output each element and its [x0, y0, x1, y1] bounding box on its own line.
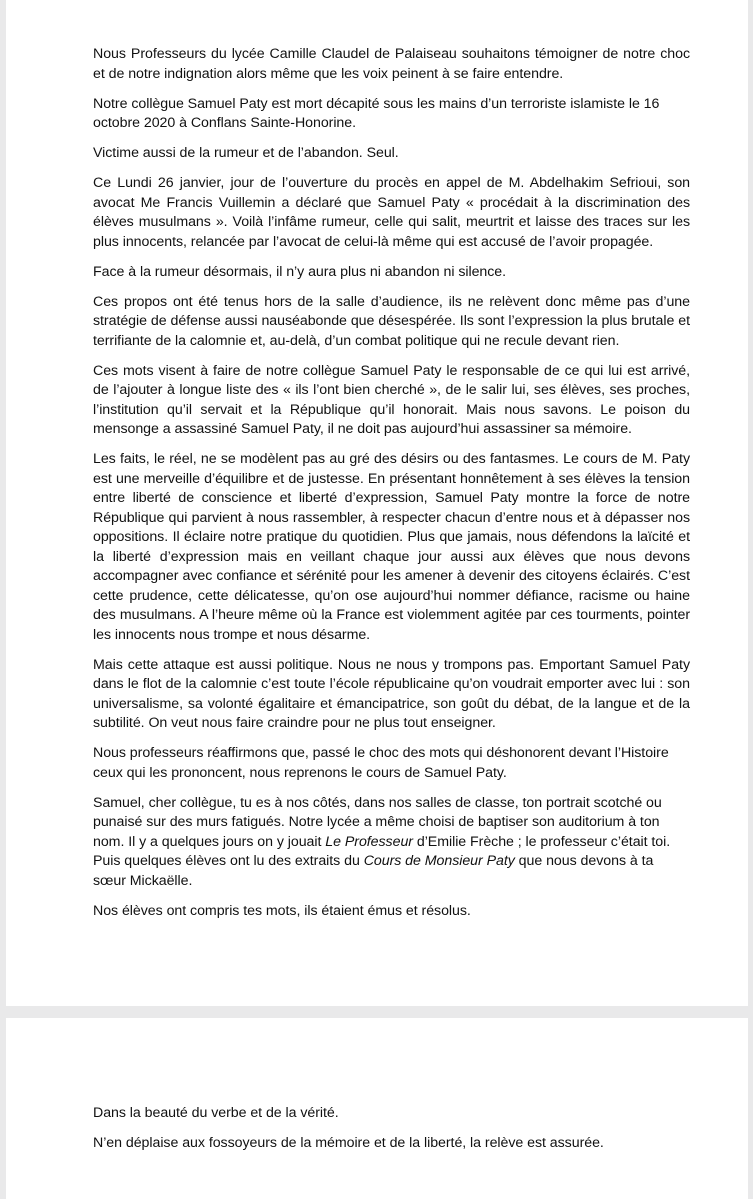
paragraph-beauty: Dans la beauté du verbe et de la vérité. [93, 1105, 339, 1121]
paragraph-trial: Ce Lundi 26 janvier, jour de l’ouverture du procès en appel de M. Abdelhakim Sefrioui, son avocat Me Francis Vuillemin a déclaré que Samuel Paty « procédait à la discrimination des élèves musulmans ». Voilà l’infâme rumeur, celle qui salit, meurtrit et laisse des traces sur les plus innocents, relancée par l’avocat de celui-là même qui est accusé de l’avoir propagée. [93, 175, 690, 250]
paragraph-responsibility: Ces mots visent à faire de notre collègue Samuel Paty le responsable de ce qui lui est arrivé, de l’ajouter à longue liste des « ils l’ont bien cherché », de le salir lui, ses élèves, ses proches, l’institution qu’il servait et la République qu’il honorait. Mais nous savons. Le poison du mensonge a assassiné Samuel Paty, il ne doit pas aujourd’hui assassiner sa mémoire. [93, 362, 690, 437]
paragraph-political: Mais cette attaque est aussi politique. Nous ne nous y trompons pas. Emportant Samuel Paty dans le flot de la calomnie c’est toute l’école républicaine qu’on voudrait emporter avec lui : son universalisme, sa volonté égalitaire et émancipatrice, son goût du débat, de la langue et de la subtilité. On veut nous faire craindre pour ne plus tout enseigner. [93, 656, 690, 731]
paragraph-closing: Nos élèves ont compris tes mots, ils étaient émus et résolus. [93, 902, 471, 919]
paragraph-death: Notre collègue Samuel Paty est mort décapité sous les mains d’un terroriste islamiste le 16 octobre 2020 à Conflans Sainte-Honorine. [93, 95, 660, 131]
paragraph-reaffirm: Nous professeurs réaffirmons que, passé le choc des mots qui déshonorent devant l’Histoire ceux qui les prononcent, nous reprenons le cours de Samuel Paty. [93, 745, 669, 781]
document-page-2 [6, 1018, 748, 1199]
paragraph-conclusion: N’en déplaise aux fossoyeurs de la mémoire et de la liberté, la relève est assurée. [93, 1135, 604, 1151]
paragraph-statements: Ces propos ont été tenus hors de la salle d’audience, ils ne relèvent donc même pas d’une stratégie de défense aussi nauséabonde que désespérée. Ils sont l’expression la plus brutale et terrifiante de la calomnie et, au-delà, d’un combat politique qui ne recule devant rien. [93, 293, 690, 349]
tribute-text-1: Samuel, cher collègue, tu es à nos côtés, dans nos salles de classe, ton portrait scotché ou punaisé sur des murs fatigués. Notre lycée a même choisi de baptiser son auditorium à ton nom. Il y a quelques jours on y jouait [93, 794, 662, 850]
paragraph-intro: Nous Professeurs du lycée Camille Claudel de Palaiseau souhaitons témoigner de notre choc et de notre indignation alors même que les voix peinent à se faire entendre. [93, 46, 690, 82]
paragraph-facts: Les faits, le réel, ne se modèlent pas au gré des désirs ou des fantasmes. Le cours de M. Paty est une merveille d’équilibre et de justesse. En présentant honnêtement à ses élèves la tension entre liberté de conscience et liberté d’expression, Samuel Paty montre la force de notre République qui parvient à nous rassembler, à respecter chacun d’entre nous et à dépasser nos oppositions. Il éclaire notre pratique du quotidien. Plus que jamais, nous défendons la laïcité et la liberté d’expression mais en veillant chaque jour aussi aux élèves que nous devons accompagner avec confiance et sérénité pour les amener à devenir des citoyens éclairés. C’est cette prudence, cette délicatesse, qu’on ose aujourd’hui nommer défiance, racisme ou haine des musulmans. A l’heure même où la France est violemment agitée par ces tourments, pointer les innocents nous trompe et nous désarme. [93, 451, 690, 643]
paragraph-tribute [93, 794, 690, 892]
paragraph-rumor: Face à la rumeur désormais, il n’y aura plus ni abandon ni silence. [93, 263, 507, 280]
course-title: Cours de Monsieur Paty [363, 853, 515, 869]
play-title: Le Professeur [325, 833, 413, 850]
tribute-text-2: d’Emilie Frèche ; le professeur c’était toi. Puis quelques élèves ont lu des extraits du [93, 833, 671, 869]
paragraph-victim: Victime aussi de la rumeur et de l’abandon. Seul. [93, 145, 399, 161]
tribute-text-3: que nous devons à ta sœur Mickaëlle. [93, 853, 654, 889]
document-page-1 [6, 0, 748, 1006]
